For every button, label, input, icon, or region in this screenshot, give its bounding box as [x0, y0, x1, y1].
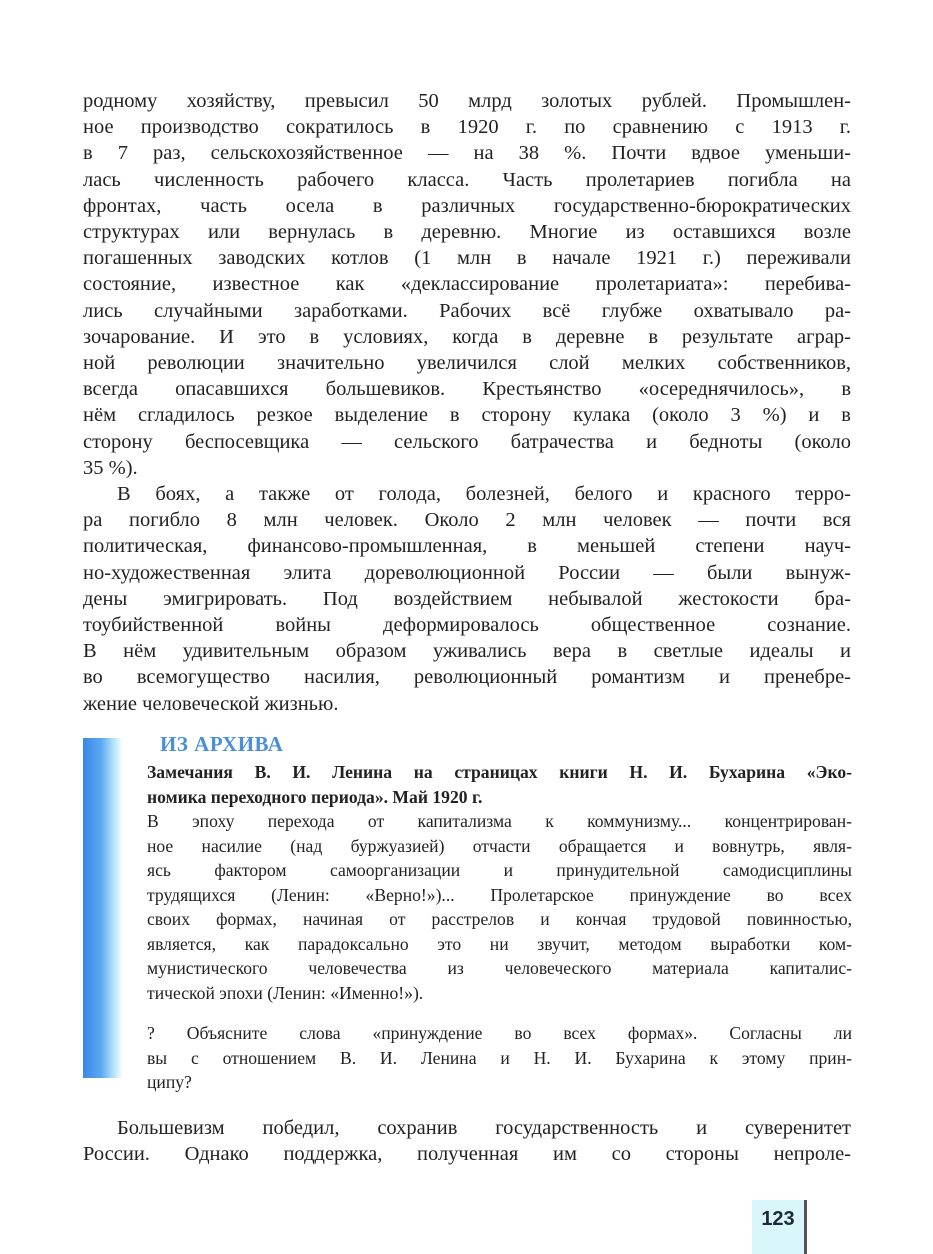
text-line: тической эпохи (Ленин: «Именно!»). — [147, 982, 424, 1003]
archive-box — [83, 732, 855, 1092]
text-line: фронтах, часть осела в различных государственно-бюрократических — [83, 194, 851, 217]
text-line: во всемогущество насилия, революционный романтизм и пренебре- — [83, 666, 851, 689]
text-line: номика переходного периода». Май 1920 г. — [147, 786, 483, 807]
text-line: трудящихся (Ленин: «Верно!»)... Пролетарское принуждение во всех — [147, 884, 852, 905]
text-line: ра погибло 8 млн человек. Около 2 млн человек — почти вся — [83, 509, 851, 532]
archive-heading — [147, 760, 852, 809]
text-line: жение человеческой жизнью. — [83, 692, 339, 715]
text-line: вы с отношением В. И. Ленина и Н. И. Бухарина к этому прин- — [147, 1047, 852, 1068]
paragraph-1 — [83, 88, 851, 481]
text-line: зочарование. И это в условиях, когда в деревне в результате аграр- — [83, 325, 851, 348]
text-line: в 7 раз, сельскохозяйственное — на 38 %. Почти вдвое уменьши- — [83, 142, 851, 165]
text-line: погашенных заводских котлов (1 млн в начале 1921 г.) переживали — [83, 247, 851, 270]
page-number: 123 — [752, 1200, 807, 1254]
text-line: сторону беспосевщика — сельского батрачества и бедноты (около — [83, 430, 851, 453]
text-line: лась численность рабочего класса. Часть пролетариев погибла на — [83, 168, 851, 191]
text-line: В нём удивительным образом уживались вера в светлые идеалы и — [83, 640, 851, 663]
text-line: ное производство сократилось в 1920 г. по сравнению с 1913 г. — [83, 116, 851, 139]
text-line: состояние, известное как «деклассирование пролетариата»: перебива- — [83, 273, 851, 296]
text-line: ное насилие (над буржуазией) отчасти обращается и вовнутрь, явля- — [147, 835, 852, 856]
text-line: ной революции значительно увеличился слой мелких собственников, — [83, 352, 851, 375]
text-line: Замечания В. И. Ленина на страницах книги Н. И. Бухарина «Эко- — [147, 762, 852, 782]
text-line: ясь фактором самоорганизации и принудительной самодисциплины — [147, 860, 852, 880]
archive-quote — [147, 809, 852, 1005]
text-line: ципу? — [147, 1072, 192, 1092]
paragraph-3 — [83, 1115, 851, 1167]
text-line: России. Однако поддержка, полученная им со стороны непроле- — [83, 1143, 851, 1166]
text-line: дены эмигрировать. Под воздействием небывалой жестокости бра- — [83, 587, 851, 610]
text-line: политическая, финансово-промышленная, в меньшей степени науч- — [83, 535, 851, 558]
text-line: всегда опасавшихся большевиков. Крестьянство «осереднячилось», в — [83, 378, 851, 401]
text-line: своих формах, начиная от расстрелов и кончая трудовой повинностью, — [147, 909, 852, 929]
text-line: является, как парадоксально это ни звучит, методом выработки ком- — [147, 933, 852, 954]
text-line: мунистического человечества из человеческого материала капиталис- — [147, 958, 852, 978]
text-line: 35 %). — [83, 456, 138, 479]
text-line: родному хозяйству, превысил 50 млрд золотых рублей. Промышлен- — [83, 90, 851, 112]
paragraph-2 — [83, 481, 851, 717]
text-line: тоубийственной войны деформировалось общественное сознание. — [83, 614, 851, 637]
text-line: но-художественная элита дореволюционной России — были вынуж- — [83, 561, 851, 584]
text-line: Большевизм победил, сохранив государственность и суверенитет — [117, 1117, 851, 1139]
text-line: нём сгладилось резкое выделение в сторону кулака (около 3 %) и в — [83, 404, 851, 427]
archive-title: ИЗ АРХИВА — [160, 732, 284, 756]
text-line: ? Объясните слова «принуждение во всех формах». Согласны ли — [147, 1023, 852, 1043]
text-line: В эпоху перехода от капитализма к коммунизму... концентрирован- — [147, 811, 852, 831]
text-line: структурах или вернулась в деревню. Многие из оставшихся возле — [83, 221, 851, 244]
archive-question — [147, 1021, 852, 1095]
archive-side-bar — [83, 738, 123, 1078]
text-line: В боях, а также от голода, болезней, белого и красного терро- — [117, 483, 851, 505]
text-line: лись случайными заработками. Рабочих всё глубже охватывало ра- — [83, 299, 851, 322]
